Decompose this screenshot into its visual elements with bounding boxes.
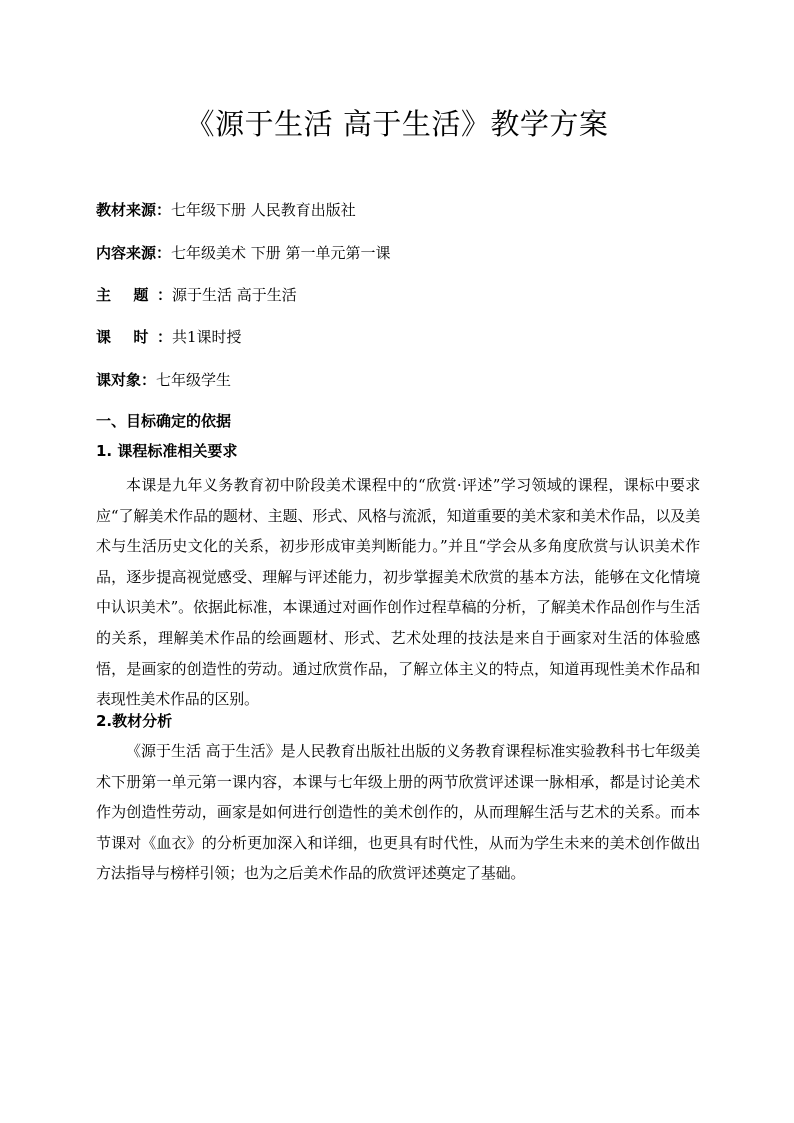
meta-hours-value: 共1课时授 [172,328,242,346]
section-heading: 一、目标确定的依据 [96,412,232,430]
meta-source-label: 教材来源： [96,201,172,219]
meta-content-row [96,242,391,264]
meta-theme-value: 源于生活 高于生活 [172,286,297,304]
meta-content-value: 七年级美术 下册 第一单元第一课 [171,244,391,262]
meta-source-value: 七年级下册 人民教育出版社 [171,201,356,219]
meta-theme-row [96,284,297,306]
meta-content-label: 内容来源： [96,244,172,262]
body-paragraph: 《源于生活 高于生活》是人民教育出版社出版的义务教育课程标准实验教科书七年级美术下册第一单元第一课内容，本课与七年级上册的两节欣赏评述课一脉相承，都是讨论美术作为创造性劳动，画家是如何进行创造性的美术创作的，从而理解生活与艺术的关系。而本节课对《血衣》的分析更加深入和详细，也更具有时代性，从而为学生未来的美术创作做出方法指导与榜样引领；也为之后美术作品的欣赏评述奠定了基础。 [96,742,700,883]
meta-theme-label: 主 题： [96,286,172,304]
meta-audience-row [96,369,231,391]
meta-hours-row [96,326,242,348]
meta-audience-value: 七年级学生 [156,371,232,389]
meta-hours-label: 课 时： [96,328,172,346]
meta-audience-label: 课对象： [96,371,157,389]
subsection-heading: 2.教材分析 [96,712,173,730]
meta-source-row [96,199,356,221]
subsection-heading: 1. 课程标准相关要求 [96,442,238,460]
body-paragraph: 本课是九年义务教育初中阶段美术课程中的“欣赏·评述”学习领域的课程，课标中要求应“了解美术作品的题材、主题、形式、风格与流派，知道重要的美术家和美术作品，以及美术与生活历史文化的关系，初步形成审美判断能力。”并且“学会从多角度欣赏与认识美术作品，逐步提高视觉感受、理解与评述能力，初步掌握美术欣赏的基本方法，能够在文化情境中认识美术”。依据此标准，本课通过对画作创作过程草稿的分析，了解美术作品创作与生活的关系，理解美术作品的绘画题材、形式、艺术处理的技法是来自于画家对生活的体验感悟，是画家的创造性的劳动。通过欣赏作品，了解立体主义的特点，知道再现性美术作品和表现性美术作品的区别。 [96,476,700,709]
document-title: 《源于生活 高于生活》教学方案 [185,107,609,141]
